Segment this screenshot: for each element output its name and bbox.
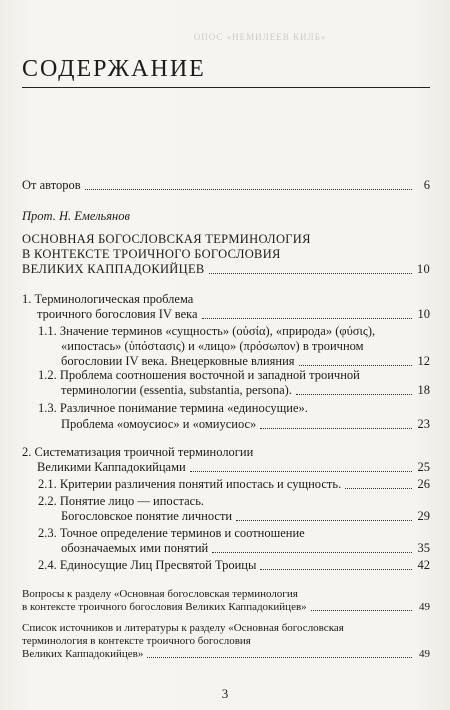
leader-dots (296, 394, 412, 395)
leader-dots (147, 657, 412, 658)
toc-entry-2-2-last[interactable]: Богословское понятие личности 29 (61, 509, 430, 523)
toc-entry-2-last[interactable]: Великими Каппадокийцами 25 (37, 460, 430, 474)
toc-entry-2-1[interactable]: 2.1. Критерии различения понятий ипостась и сущность. 26 (38, 477, 430, 491)
toc-main-section-title[interactable]: ОСНОВНАЯ БОГОСЛОВСКАЯ ТЕРМИНОЛОГИЯ В КОНТЕКСТЕ ТРОИЧНОГО БОГОСЛОВИЯ (22, 232, 311, 261)
title-rule (22, 87, 430, 88)
leader-dots (345, 488, 412, 489)
leader-dots (190, 471, 412, 472)
toc-entry-1-1-last[interactable]: богословии IV века. Внецерковные влияния 12 (61, 354, 430, 368)
running-header: ОПОС «НЕМИЛЕЕВ КИЛБ» (193, 32, 327, 42)
toc-author: Прот. Н. Емельянов (22, 209, 130, 223)
toc-entry-1-2-last[interactable]: терминологии (essentia, substantia, persona). 18 (61, 383, 430, 397)
toc-entry-questions-last[interactable]: в контексте троичного богословия Великих Каппадокийцев» 49 (22, 601, 430, 613)
leader-dots (209, 273, 412, 274)
toc-entry-1-1[interactable]: 1.1. Значение терминов «сущность» (οὐσία), «природа» (φύσις), «ипостась» (ὑπόστασις) и «лицо» (πρόσωπον) в троичном (38, 324, 376, 353)
toc-entry-2-2[interactable]: 2.2. Понятие лицо — ипостась. (38, 494, 205, 508)
page-title: СОДЕРЖАНИЕ (22, 56, 206, 82)
leader-dots (260, 569, 412, 570)
toc-entry-questions[interactable]: Вопросы к разделу «Основная богословская терминология (22, 588, 298, 600)
toc-entry-1-last[interactable]: троичного богословия IV века 10 (37, 307, 430, 321)
leader-dots (260, 428, 412, 429)
toc-entry-from-authors[interactable]: От авторов 6 (22, 178, 430, 192)
toc-entry-2-3-last[interactable]: обозначаемых ими понятий 35 (61, 541, 430, 555)
toc-main-section-last-line[interactable]: ВЕЛИКИХ КАППАДОКИЙЦЕВ 10 (22, 262, 430, 276)
toc-entry-2-4[interactable]: 2.4. Единосущие Лиц Пресвятой Троицы 42 (38, 558, 430, 572)
leader-dots (236, 520, 412, 521)
toc-entry-1-3-last[interactable]: Проблема «омоусиос» и «омиусиос» 23 (61, 417, 430, 431)
toc-entry-sources-last[interactable]: Великих Каппадокийцев» 49 (22, 648, 430, 660)
toc-entry-2[interactable]: 2. Систематизация троичной терминологии (22, 445, 254, 459)
toc-entry-1-2[interactable]: 1.2. Проблема соотношения восточной и западной троичной (38, 368, 360, 382)
page-number: 3 (221, 686, 229, 701)
toc-entry-1-3[interactable]: 1.3. Различное понимание термина «единосущие». (38, 401, 308, 415)
toc-entry-1[interactable]: 1. Терминологическая проблема (22, 292, 194, 306)
toc-entry-sources[interactable]: Список источников и литературы к разделу «Основная богословская терминология в контексте троичного богословия (22, 622, 344, 647)
leader-dots (311, 610, 412, 611)
leader-dots (299, 365, 412, 366)
toc-entry-2-3[interactable]: 2.3. Точное определение терминов и соотношение (38, 526, 305, 540)
leader-dots (202, 318, 412, 319)
leader-dots (212, 552, 412, 553)
leader-dots (85, 189, 412, 190)
